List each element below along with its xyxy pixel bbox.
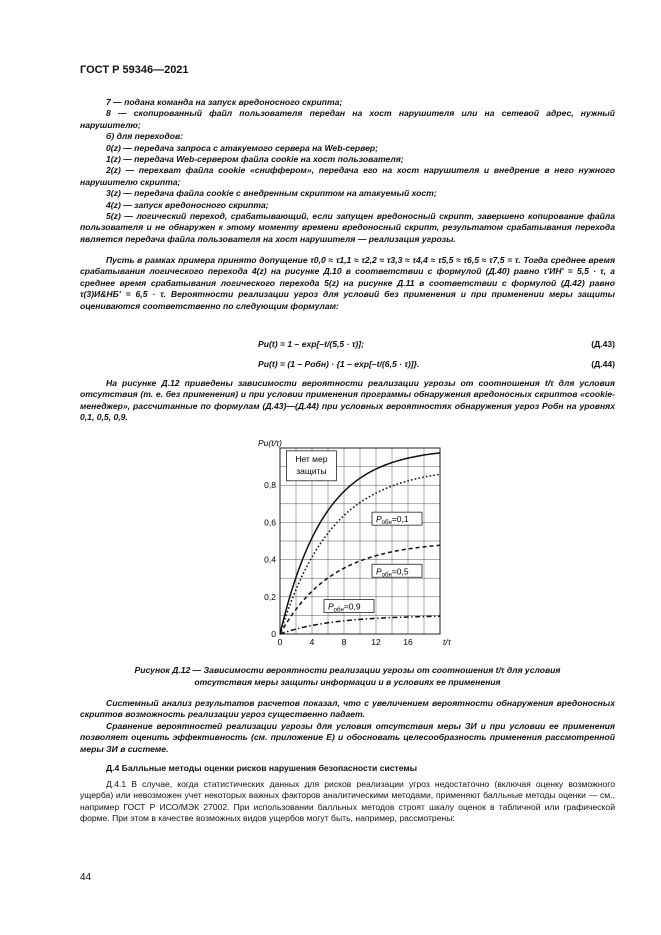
comparison-paragraph: Сравнение вероятностей реализации угрозы для условия отсутствия меры ЗИ и при условии ее применения позволяет оценить эффективность (см. приложение Е) и обосновать целесообразность применения рассмотренной меры ЗИ в системе. (80, 720, 615, 754)
list-item: 8 — скопированный файл пользователя передан на хост нарушителя или на сетевой адрес, нужный нарушителю; (80, 108, 615, 130)
series-label-text: Нет мер (295, 453, 328, 464)
assumption-paragraph: Пусть в рамках примера принято допущение τ0,0 ≈ τ1,1 ≈ τ2,2 ≈ τ3,3 ≈ τ4,4 ≈ τ5,5 ≈ τ6,5 ≈ τ7,5 = τ. Тогда среднее время срабатывания логического перехода 4(z) на рисунке Д.10 в соответствии с формулой (Д.40) равно τ'ИН' = 5,5 · τ, а среднее время срабатывания логического перехода 5(z) на рисунке Д.11 в соответствии с формулой (Д.42) равно τ(3)И&НБ' = 6,5 · τ. Вероятности реализации угроз для условий без применения и при применении меры защиты оцениваются соответственно по следующим формулам: (80, 255, 615, 311)
list-item: б) для переходов: (106, 131, 184, 142)
probability-chart (240, 436, 460, 662)
series-label-text: $P_{обн}=0,5$ (376, 566, 409, 579)
figure-caption-line: Рисунок Д.12 — Зависимости вероятности реализации угрозы от соотношения t/τ для условия (134, 665, 561, 675)
list-item: 4(z) — запуск вредоносного скрипта; (106, 199, 269, 210)
list-item: 1(z) — передача Web-сервером файла cookie на хост пользователя; (106, 154, 404, 165)
y-tick-label: 0 (271, 629, 276, 639)
formula-expression: Pu(t) = 1 – exp[–t/(5,5 · τ)]; (258, 339, 364, 349)
x-tick-label: 8 (341, 637, 347, 647)
x-tick-label: 0 (277, 637, 283, 647)
figure-caption (80, 664, 615, 688)
y-tick-label: 0,2 (264, 591, 276, 602)
scoring-paragraph: Д.4.1 В случае, когда статистических данных для рисков реализации угроз недостаточно (включая оценку возможного ущерба) или невозможен учет некоторых важных факторов аналитическими методами, применяют балльные методы оценки — см., например ГОСТ Р ИСО/МЭК 27002. При использовании балльных методов строят шкалу оценок в табличной или графической форме. При этом в качестве возможных видов ущербов могут быть, например, рассмотрены: (80, 779, 615, 824)
figure-reference-paragraph: На рисунке Д.12 приведены зависимости вероятности реализации угрозы от соотношения t/τ для условия отсутствия (т. е. без применения) и при условии применения программы обнаружения вредоносных скриптов «cookie-менеджер», рассчитанные по формулам (Д.43)—(Д.44) при условных вероятностях обнаружения угроз Pобн на уровнях 0,1, 0,5, 0,9. (80, 378, 615, 423)
transitions-list (80, 97, 615, 245)
chart-labels (286, 451, 422, 614)
analysis-paragraph: Системный анализ результатов расчетов показал, что с увеличением вероятности обнаружения вредоносных скриптов возможность реализации угроз существенно падает. (80, 698, 615, 720)
page-number: 44 (80, 872, 92, 883)
y-tick-label: 0,8 (264, 480, 276, 491)
list-item: 5(z) — логический переход, срабатывающий, если запущен вредоносный скрипт, завершено копирование файла пользователя и не обнаружен к этому моменту времени вредоносный скрипт, результатом срабатывания перехода является передача файла пользователя на хост нарушителя — реализация угрозы. (80, 211, 615, 244)
x-axis-label: t/τ (443, 637, 451, 647)
y-tick-label: 0,4 (264, 554, 276, 565)
formula-expression: Pu(t) = (1 – Pобн) · {1 – exp[–t/(6,5 · τ)]}. (258, 359, 420, 369)
x-tick-label: 12 (371, 637, 381, 647)
list-item: 7 — подана команда на запуск вредоносного скрипта; (106, 97, 343, 107)
x-tick-label: 16 (403, 637, 413, 647)
figure-caption-line: отсутствия меры защиты информации и в условиях ее применения (194, 677, 501, 687)
list-item: 3(z) — передача файла cookie с внедренным скриптом на атакуемый хост; (106, 188, 437, 199)
series-label-text: защиты (296, 465, 327, 476)
list-item: 2(z) — перехват файла cookie «сниффером», передача его на хост нарушителя и внедрение в него нужного нарушителю скрипта; (80, 165, 615, 187)
list-item: 0(z) — передача запроса с атакуемого сервера на Web-сервер; (106, 142, 378, 153)
section-title: Д.4 Балльные методы оценки рисков нарушения безопасности системы (106, 763, 418, 773)
series-label-text: $P_{обн}=0,1$ (376, 514, 409, 527)
document-header: ГОСТ Р 59346—2021 (80, 64, 189, 76)
series-label-text: $P_{обн}=0,9$ (328, 601, 361, 614)
formula-number: (Д.43) (591, 339, 615, 349)
y-tick-label: 0,6 (264, 517, 276, 528)
formula-number: (Д.44) (591, 359, 615, 369)
y-axis-label: Pu(t/τ) (258, 438, 282, 448)
x-tick-label: 4 (309, 637, 315, 647)
